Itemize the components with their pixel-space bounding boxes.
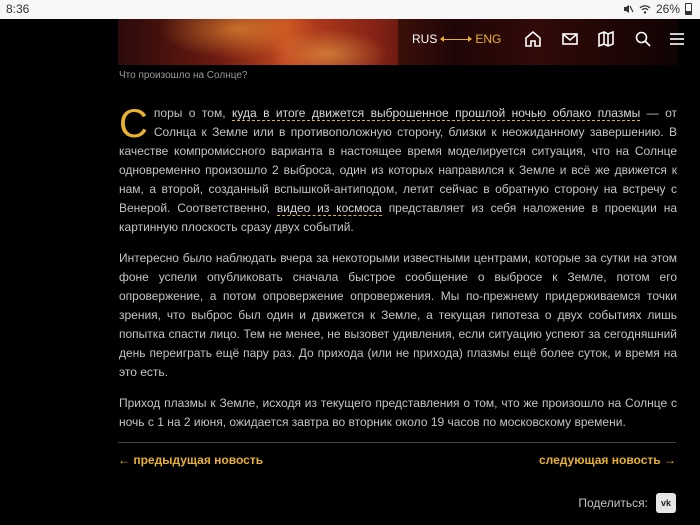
lang-rus[interactable]: RUS	[412, 32, 438, 46]
search-icon[interactable]	[634, 30, 652, 48]
battery-percent: 26%	[655, 2, 680, 16]
article-paragraph-3: Приход плазмы к Земле, исходя из текущего представления о том, что же произошло на Солнце с ночь с 1 на 2 июня, ожидается завтра во вторник около 19 часов по московскому времени.	[119, 396, 677, 429]
previous-news-link[interactable]: ← предыдущая новость	[118, 453, 264, 467]
drop-cap: С	[119, 102, 148, 146]
lang-eng[interactable]: ENG	[475, 32, 502, 46]
cloud-plasma-link[interactable]: куда в итоге движется выброшенное прошлой ночью облако плазмы	[232, 106, 641, 120]
status-bar	[0, 0, 700, 19]
map-icon[interactable]	[597, 30, 615, 48]
top-nav	[0, 28, 700, 52]
status-icons	[622, 2, 692, 16]
battery-icon	[685, 3, 692, 15]
mail-icon[interactable]	[561, 30, 579, 48]
lang-arrow-icon	[443, 39, 469, 40]
article-paragraph-1: Споры о том, куда в итоге движется выброшенное прошлой ночью облако плазмы — от Солнца к Земле или в противоположную сторону, близки к неожиданному завершению. В качестве компромиссного варианта в настоящее время моделируется ситуация, что на Солнце одновременно произошло 2 выброса, один из которых направился к Земле и всё же движется к нам, а второй, созданный вспышкой-антиподом, летит сейчас в обратную сторону на встречу с Венерой. Соответственно, видео из космоса представляет из себя наложение в проекции на картинную плоскость сразу двух событий.	[119, 102, 678, 234]
wifi-icon	[639, 3, 651, 15]
status-time: 8:36	[6, 2, 30, 16]
home-icon[interactable]	[524, 30, 542, 48]
mute-icon	[622, 3, 634, 15]
next-news-link[interactable]: следующая новость →	[538, 453, 676, 467]
image-caption: Что произошло на Солнце?	[119, 70, 248, 81]
menu-icon[interactable]	[668, 30, 686, 48]
space-video-link[interactable]: видео из космоса	[276, 201, 382, 215]
divider	[118, 442, 676, 443]
article-body	[119, 104, 677, 444]
share-bar	[578, 493, 676, 513]
article-paragraph-2: Интересно было наблюдать вчера за некоторыми известными центрами, которые за сутки на этом фоне успели опубликовать сначала быстрое сообщение о выбросе к Земле, потом его опровержение, а потом опровержение опровержения. Мы по-прежнему придерживаемся точки зрения, что выброс был один и движется к Земле, а текущая гипотеза о двух событиях лишь попытка спасти лицо. Тем не менее, не вызовет удивления, если ситуацию успеют за сегодняшний день переиграть ещё пару раз. До прихода (или не прихода) плазмы ещё более суток, и время на это есть.	[119, 251, 677, 379]
language-switch[interactable]	[412, 32, 501, 46]
pager	[118, 453, 676, 469]
share-label: Поделиться:	[578, 496, 648, 510]
vk-share-icon[interactable]: vk	[656, 493, 676, 513]
